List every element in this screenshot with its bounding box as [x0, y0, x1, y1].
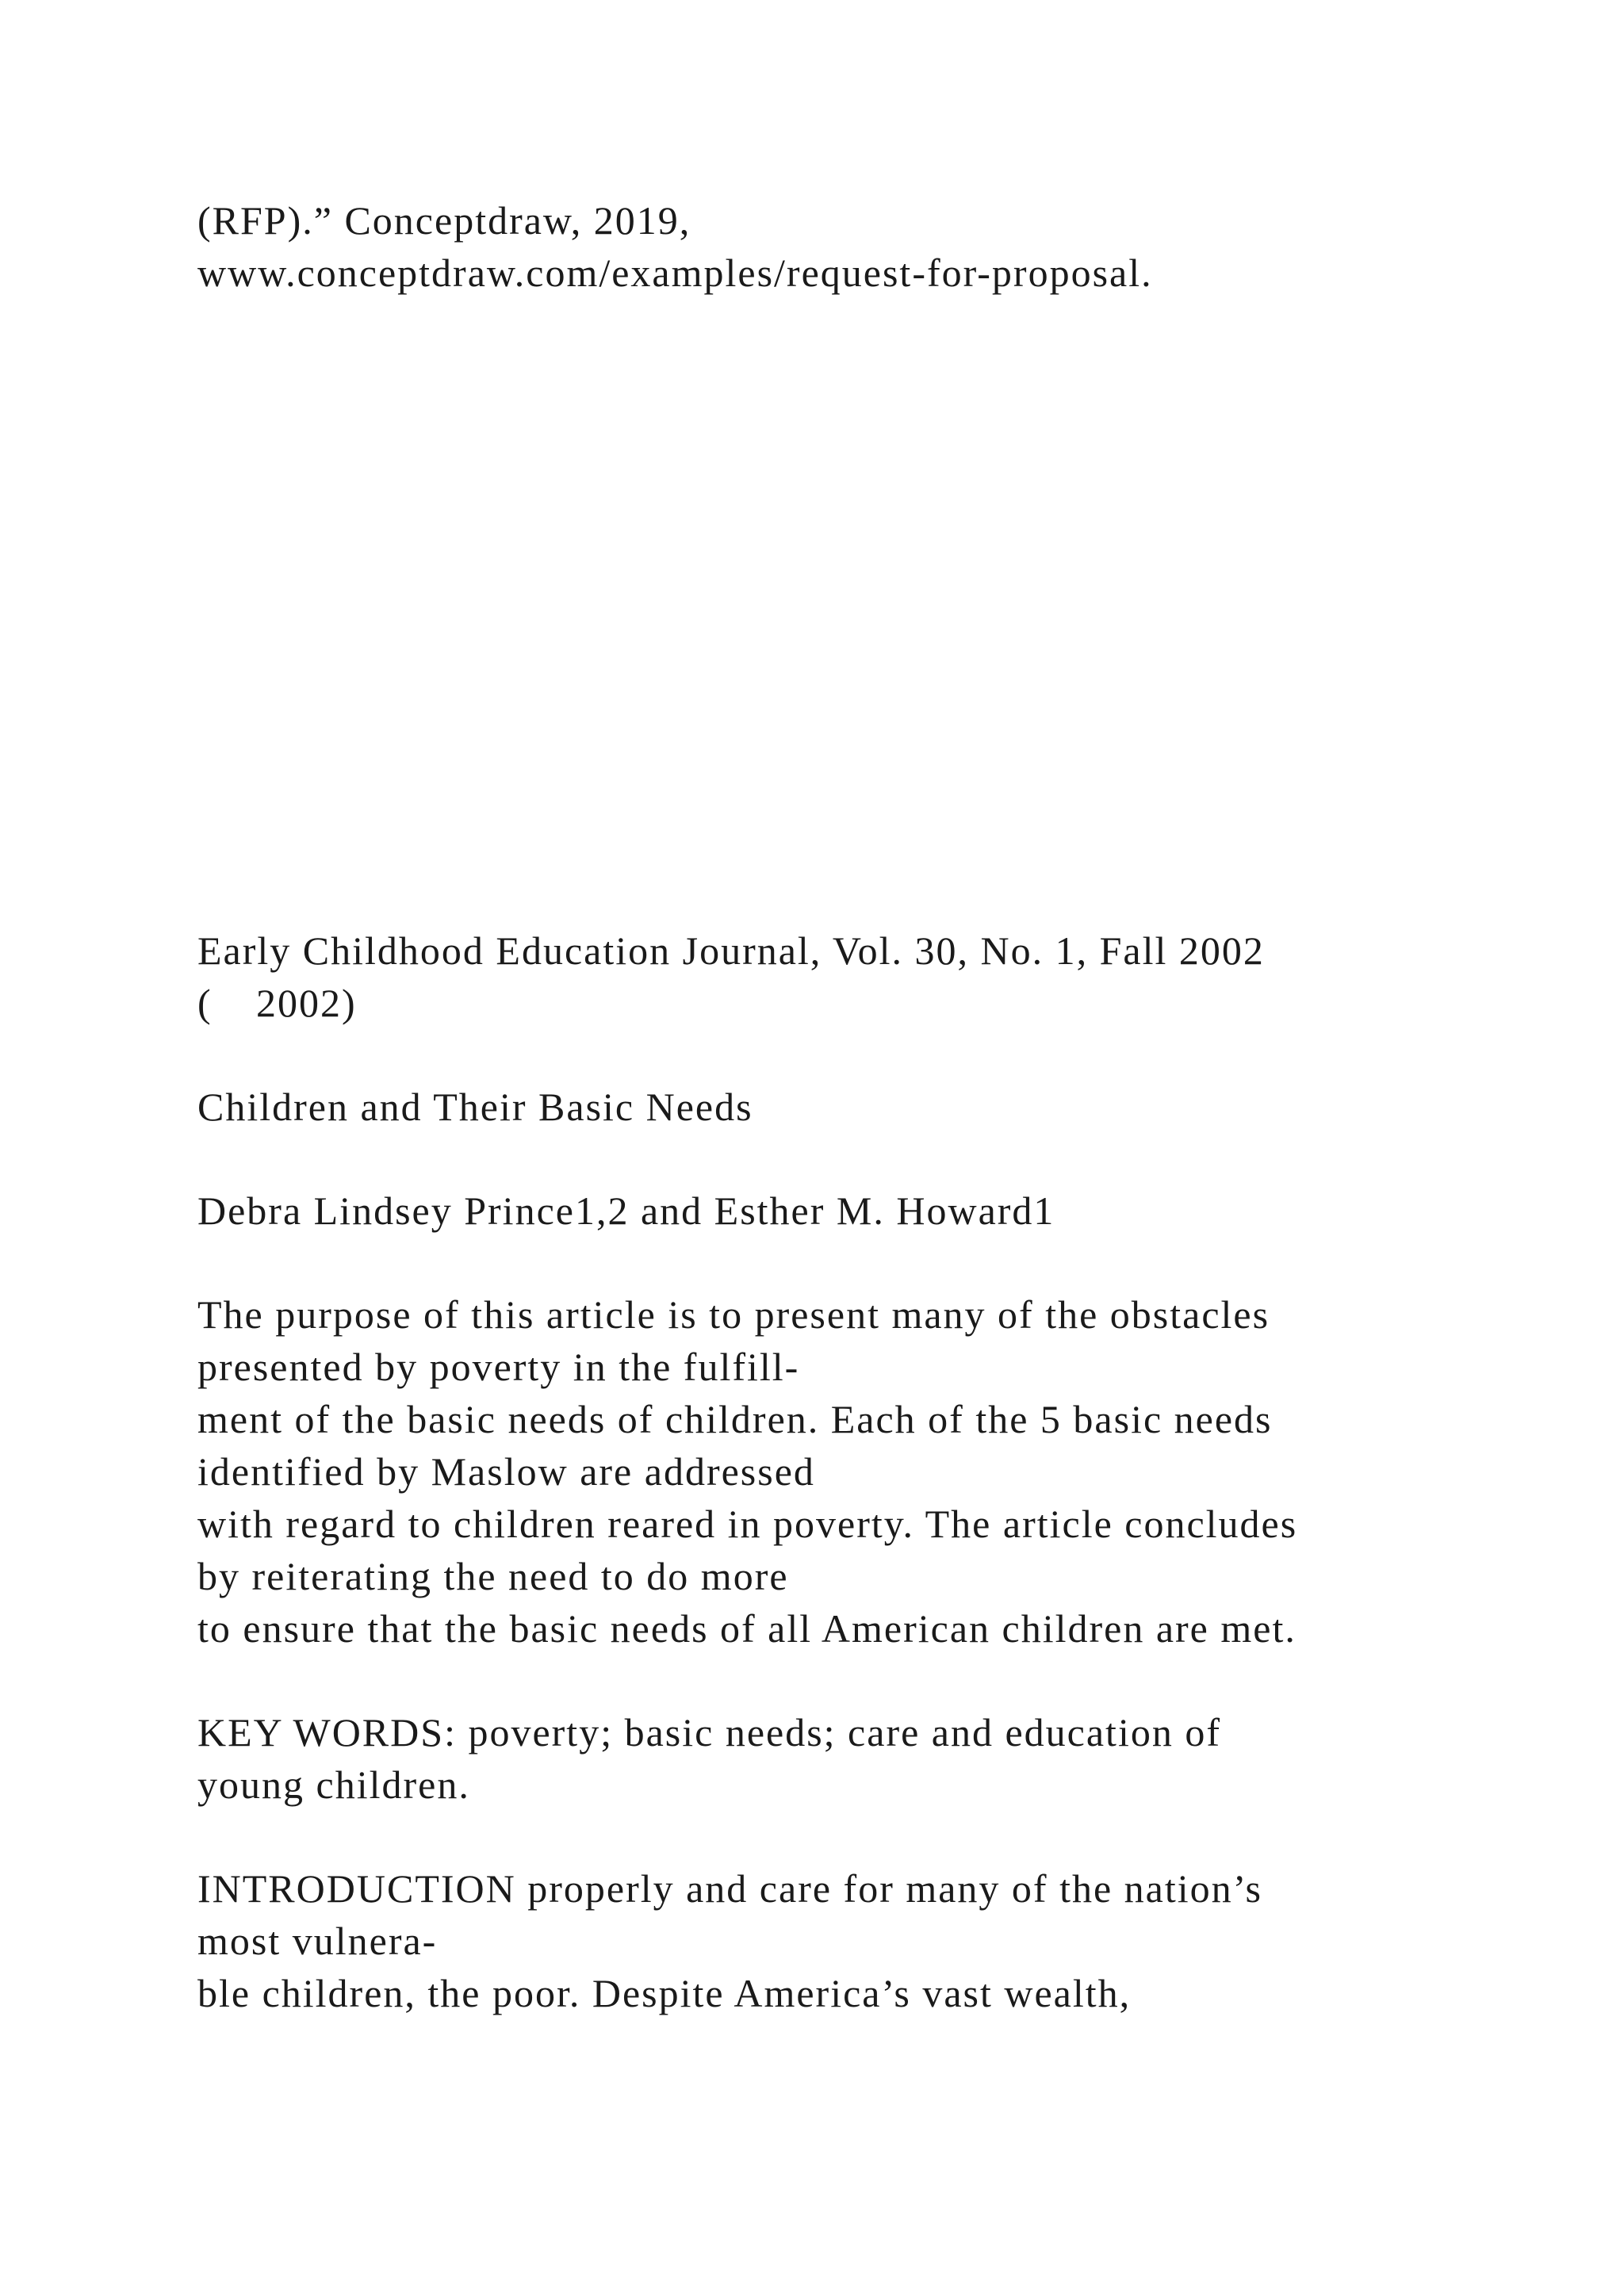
journal-citation: Early Childhood Education Journal, Vol. 30, No. 1, Fall 2002 — [197, 928, 1265, 973]
reference-url-line: www.conceptdraw.com/examples/request-for-proposal. — [197, 251, 1153, 295]
article-authors: Debra Lindsey Prince1,2 and Esther M. Howard1 — [197, 1188, 1055, 1233]
introduction-line: ble children, the poor. Despite America’s vast wealth, — [197, 1971, 1132, 2015]
abstract-line: with regard to children reared in poverty. The article concludes — [197, 1502, 1298, 1546]
abstract-line: ment of the basic needs of children. Each of the 5 basic needs — [197, 1397, 1273, 1441]
article-title: Children and Their Basic Needs — [197, 1085, 753, 1129]
reference-line: (RFP).” Conceptdraw, 2019, — [197, 198, 691, 243]
keywords-line: young children. — [197, 1762, 470, 1807]
abstract-line: The purpose of this article is to present many of the obstacles — [197, 1292, 1270, 1337]
introduction-line: INTRODUCTION properly and care for many of the nation’s — [197, 1866, 1262, 1911]
abstract-line: identified by Maslow are addressed — [197, 1449, 815, 1494]
introduction-line: most vulnera- — [197, 1919, 438, 1963]
journal-copyright: ( 2002) — [197, 981, 336, 1025]
abstract-line: by reiterating the need to do more — [197, 1554, 789, 1598]
abstract-line: to ensure that the basic needs of all American children are met. — [197, 1606, 1297, 1651]
keywords-line: KEY WORDS: poverty; basic needs; care and education of — [197, 1710, 1221, 1755]
abstract-line: presented by poverty in the fulfill- — [197, 1345, 800, 1389]
